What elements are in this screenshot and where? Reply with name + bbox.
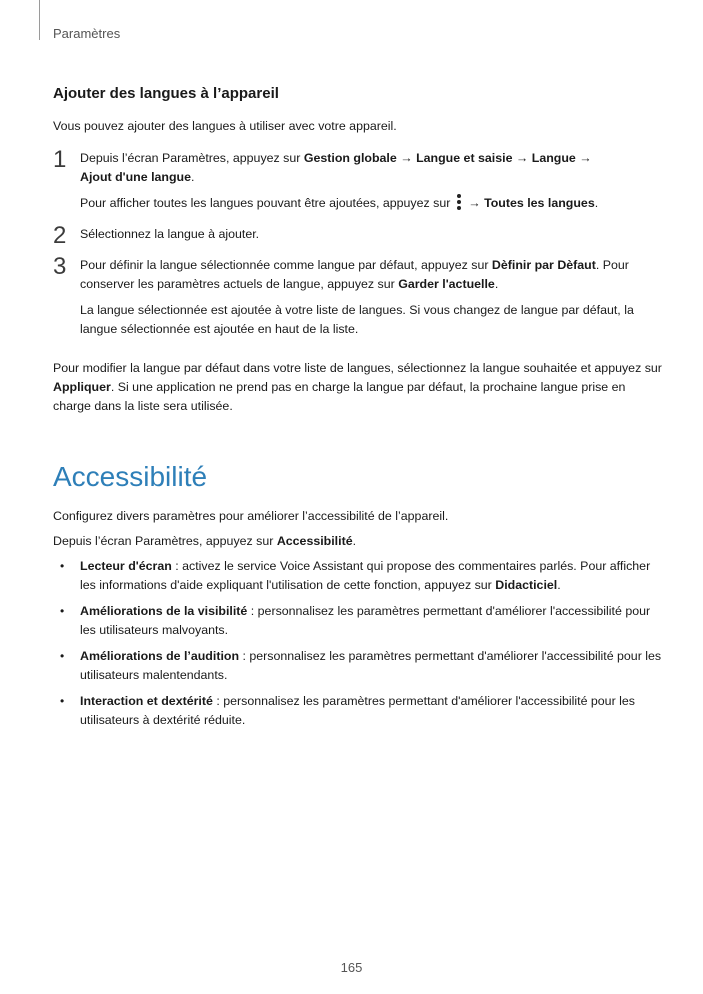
ui-term: Améliorations de l’audition	[80, 649, 240, 663]
section-intro	[53, 117, 663, 136]
ui-term: Garder l'actuelle	[398, 277, 495, 291]
text-run: : personnalisez les paramètres permettant d'améliorer l'accessibilité pour les utilisateurs malentendants.	[80, 649, 662, 682]
ui-term: Améliorations de la visibilité	[80, 604, 248, 618]
section-title-accessibility: Accessibilité	[53, 461, 208, 492]
arrow-separator: →	[512, 151, 532, 165]
step-text	[80, 149, 663, 187]
accessibility-intro: Configurez divers paramètres pour améliorer l’accessibilité de l’appareil.	[53, 509, 449, 523]
default-language-paragraph	[53, 359, 663, 416]
text-run: .	[191, 170, 195, 184]
running-header: Paramètres	[53, 26, 121, 41]
text-run: .	[594, 196, 599, 210]
text-run: Pour modifier la langue par défaut dans votre liste de langues, sélectionnez la langue souhaitée et appuyez sur	[53, 361, 662, 375]
step-2	[53, 222, 663, 249]
arrow-separator: →	[575, 151, 592, 165]
step-text: Sélectionnez la langue à ajouter.	[80, 227, 260, 241]
list-item	[53, 557, 663, 595]
text-run: . Pour conserver les paramètres actuels de langue, appuyez sur	[80, 258, 629, 291]
section-heading-add-languages: Ajouter des langues à l’appareil	[53, 85, 279, 102]
step-3	[53, 253, 663, 339]
list-item	[53, 692, 663, 730]
step-text	[80, 256, 663, 294]
bullet: •	[60, 604, 65, 618]
step-number: 3	[53, 253, 67, 280]
step-1	[53, 146, 663, 213]
bullet: •	[60, 694, 65, 708]
list-item	[53, 647, 663, 685]
accessibility-options-list	[53, 557, 663, 730]
ui-term: Langue et saisie	[416, 151, 513, 165]
bullet: •	[60, 649, 65, 663]
step-number: 2	[53, 222, 67, 249]
page-content	[53, 84, 663, 737]
text-run: Depuis l’écran Paramètres, appuyez sur	[80, 151, 304, 165]
ui-term: Dèfinir par Dèfaut	[491, 258, 596, 272]
ui-term: Accessibilité	[276, 534, 353, 548]
arrow-separator: →	[464, 196, 485, 210]
arrow-separator: →	[396, 151, 417, 165]
text-run: .	[352, 534, 357, 548]
step-note: La langue sélectionnée est ajoutée à votre liste de langues. Si vous changez de langue par défaut, la langue sélectionnée est ajoutée en haut de la liste.	[80, 303, 634, 336]
ui-term: Langue	[531, 151, 576, 165]
more-options-icon	[456, 194, 462, 210]
ui-term: Lecteur d'écran	[80, 559, 172, 573]
text-run: .	[557, 578, 561, 592]
text-run: : personnalisez les paramètres permettant d'améliorer l'accessibilité pour les utilisateurs à dextérité réduite.	[80, 694, 635, 727]
text-run: : activez le service Voice Assistant qui propose des commentaires parlés. Pour afficher les informations d'aide expliquant l'utilisation de cette fonction, appuyez sur	[80, 559, 651, 592]
text-run: Depuis l’écran Paramètres, appuyez sur	[53, 534, 277, 548]
list-item	[53, 602, 663, 640]
header-divider	[39, 0, 40, 40]
page-number: 165	[340, 960, 363, 975]
text-run: Pour définir la langue sélectionnée comme langue par défaut, appuyez sur	[80, 258, 492, 272]
ui-term: Gestion globale	[303, 151, 397, 165]
intro-text: Vous pouvez ajouter des langues à utiliser avec votre appareil.	[53, 119, 397, 133]
step-number: 1	[53, 146, 67, 173]
text-run: : personnalisez les paramètres permettant d'améliorer l'accessibilité pour les utilisateurs malvoyants.	[80, 604, 651, 637]
text-run: Pour afficher toutes les langues pouvant être ajoutées, appuyez sur	[80, 196, 454, 210]
ui-term: Toutes les langues	[484, 196, 595, 210]
step-note	[80, 194, 663, 213]
accessibility-path	[53, 532, 663, 551]
bullet: •	[60, 559, 65, 573]
ui-term: Appliquer	[53, 380, 111, 394]
text-run: .	[494, 277, 499, 291]
ui-term: Didacticiel	[495, 578, 558, 592]
ui-term: Interaction et dextérité	[80, 694, 213, 708]
text-run: . Si une application ne prend pas en charge la langue par défaut, la prochaine langue prise en charge dans la liste sera utilisée.	[53, 380, 626, 413]
ui-term: Ajout d'une langue	[80, 170, 192, 184]
